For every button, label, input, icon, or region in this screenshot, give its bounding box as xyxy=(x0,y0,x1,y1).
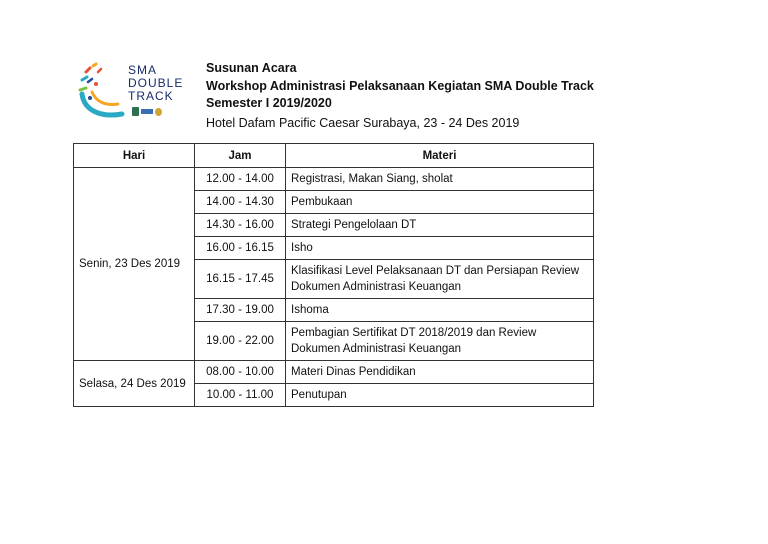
logo-text-double: DOUBLE xyxy=(128,76,184,90)
topic-cell: Isho xyxy=(286,237,594,260)
document-header xyxy=(206,60,646,132)
table-row xyxy=(74,168,594,191)
column-header-jam: Jam xyxy=(195,144,286,168)
schedule-table xyxy=(73,143,594,407)
topic-cell: Pembukaan xyxy=(286,191,594,214)
table-row xyxy=(74,361,594,384)
province-emblem-icon xyxy=(155,108,162,116)
topic-cell: Registrasi, Makan Siang, sholat xyxy=(286,168,594,191)
time-cell: 14.00 - 14.30 xyxy=(195,191,286,214)
time-cell: 17.30 - 19.00 xyxy=(195,299,286,322)
time-cell: 16.00 - 16.15 xyxy=(195,237,286,260)
header-title: Susunan Acara xyxy=(206,61,297,75)
time-cell: 08.00 - 10.00 xyxy=(195,361,286,384)
header-venue: Hotel Dafam Pacific Caesar Surabaya, 23 - 24 Des 2019 xyxy=(206,115,520,130)
time-cell: 12.00 - 14.00 xyxy=(195,168,286,191)
table-header-row xyxy=(74,144,594,168)
time-cell: 16.15 - 17.45 xyxy=(195,260,286,299)
ministry-badge-icon xyxy=(141,109,153,114)
topic-cell: Klasifikasi Level Pelaksanaan DT dan Persiapan Review Dokumen Administrasi Keuangan xyxy=(286,260,594,299)
time-cell: 10.00 - 11.00 xyxy=(195,384,286,407)
time-cell: 14.30 - 16.00 xyxy=(195,214,286,237)
topic-cell: Pembagian Sertifikat DT 2018/2019 dan Review Dokumen Administrasi Keuangan xyxy=(286,322,594,361)
day-cell: Senin, 23 Des 2019 xyxy=(74,168,195,361)
header-semester: Semester I 2019/2020 xyxy=(206,96,332,110)
logo-text-track: TRACK xyxy=(128,89,174,103)
logo-text-sma: SMA xyxy=(128,63,158,77)
topic-cell: Ishoma xyxy=(286,299,594,322)
seal-emblem-icon xyxy=(132,107,139,116)
day-cell: Selasa, 24 Des 2019 xyxy=(74,361,195,407)
topic-cell: Materi Dinas Pendidikan xyxy=(286,361,594,384)
header-event-name: Workshop Administrasi Pelaksanaan Kegiatan SMA Double Track xyxy=(206,78,594,93)
column-header-materi: Materi xyxy=(286,144,594,168)
time-cell: 19.00 - 22.00 xyxy=(195,322,286,361)
sma-double-track-logo xyxy=(78,60,188,126)
column-header-hari: Hari xyxy=(74,144,195,168)
topic-cell: Strategi Pengelolaan DT xyxy=(286,214,594,237)
burst-logo-icon xyxy=(78,62,126,122)
topic-cell: Penutupan xyxy=(286,384,594,407)
